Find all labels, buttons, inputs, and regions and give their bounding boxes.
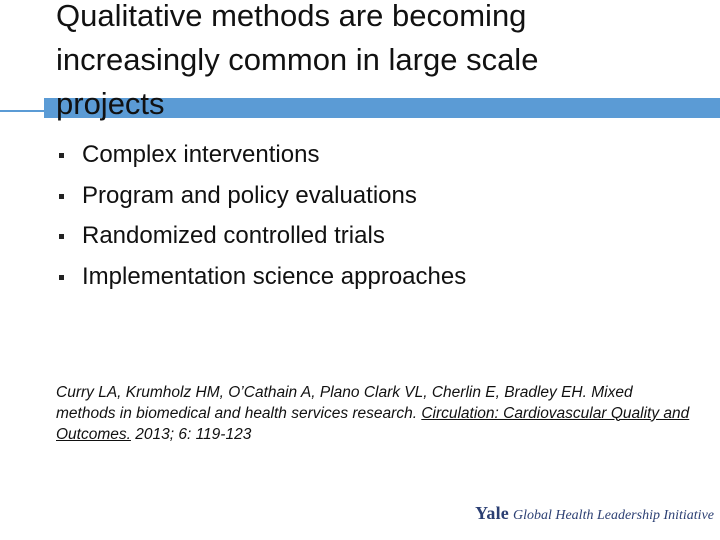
citation-volume-pages: 2013; 6: 119-123: [130, 425, 252, 443]
citation-journal-link[interactable]: Circulation: Cardiovascular Quality and Outcomes.: [56, 404, 690, 443]
accent-bar-stripe: [0, 110, 44, 112]
bullet-list: [56, 137, 466, 299]
bullet-item: [56, 178, 466, 219]
ghli-wordmark: Global Health Leadership Initiative: [512, 508, 714, 523]
bullet-text: Complex interventions: [82, 141, 320, 168]
bullet-text: Randomized controlled trials: [82, 222, 385, 249]
bullet-item: [56, 137, 466, 178]
bullet-text: Program and policy evaluations: [82, 181, 417, 209]
citation-authors-title: Curry LA, Krumholz HM, O’Cathain A, Plano Clark VL, Cherlin E, Bradley EH. Mixed methods in biomedical and health services research.: [56, 383, 633, 422]
square-bullet-icon: [59, 153, 64, 158]
slide-title: Qualitative methods are becoming increasingly common in large scale projects: [56, 0, 539, 121]
bullet-item: [56, 218, 466, 259]
reference-citation: [56, 382, 696, 445]
square-bullet-icon: [59, 275, 64, 280]
square-bullet-icon: [59, 194, 64, 199]
accent-bar-notch: [0, 98, 44, 118]
bullet-item: [56, 259, 466, 300]
yale-wordmark: Yale: [475, 503, 509, 523]
square-bullet-icon: [59, 234, 64, 239]
yale-ghli-logo: [475, 503, 714, 524]
bullet-text: Implementation science approaches: [82, 262, 467, 290]
